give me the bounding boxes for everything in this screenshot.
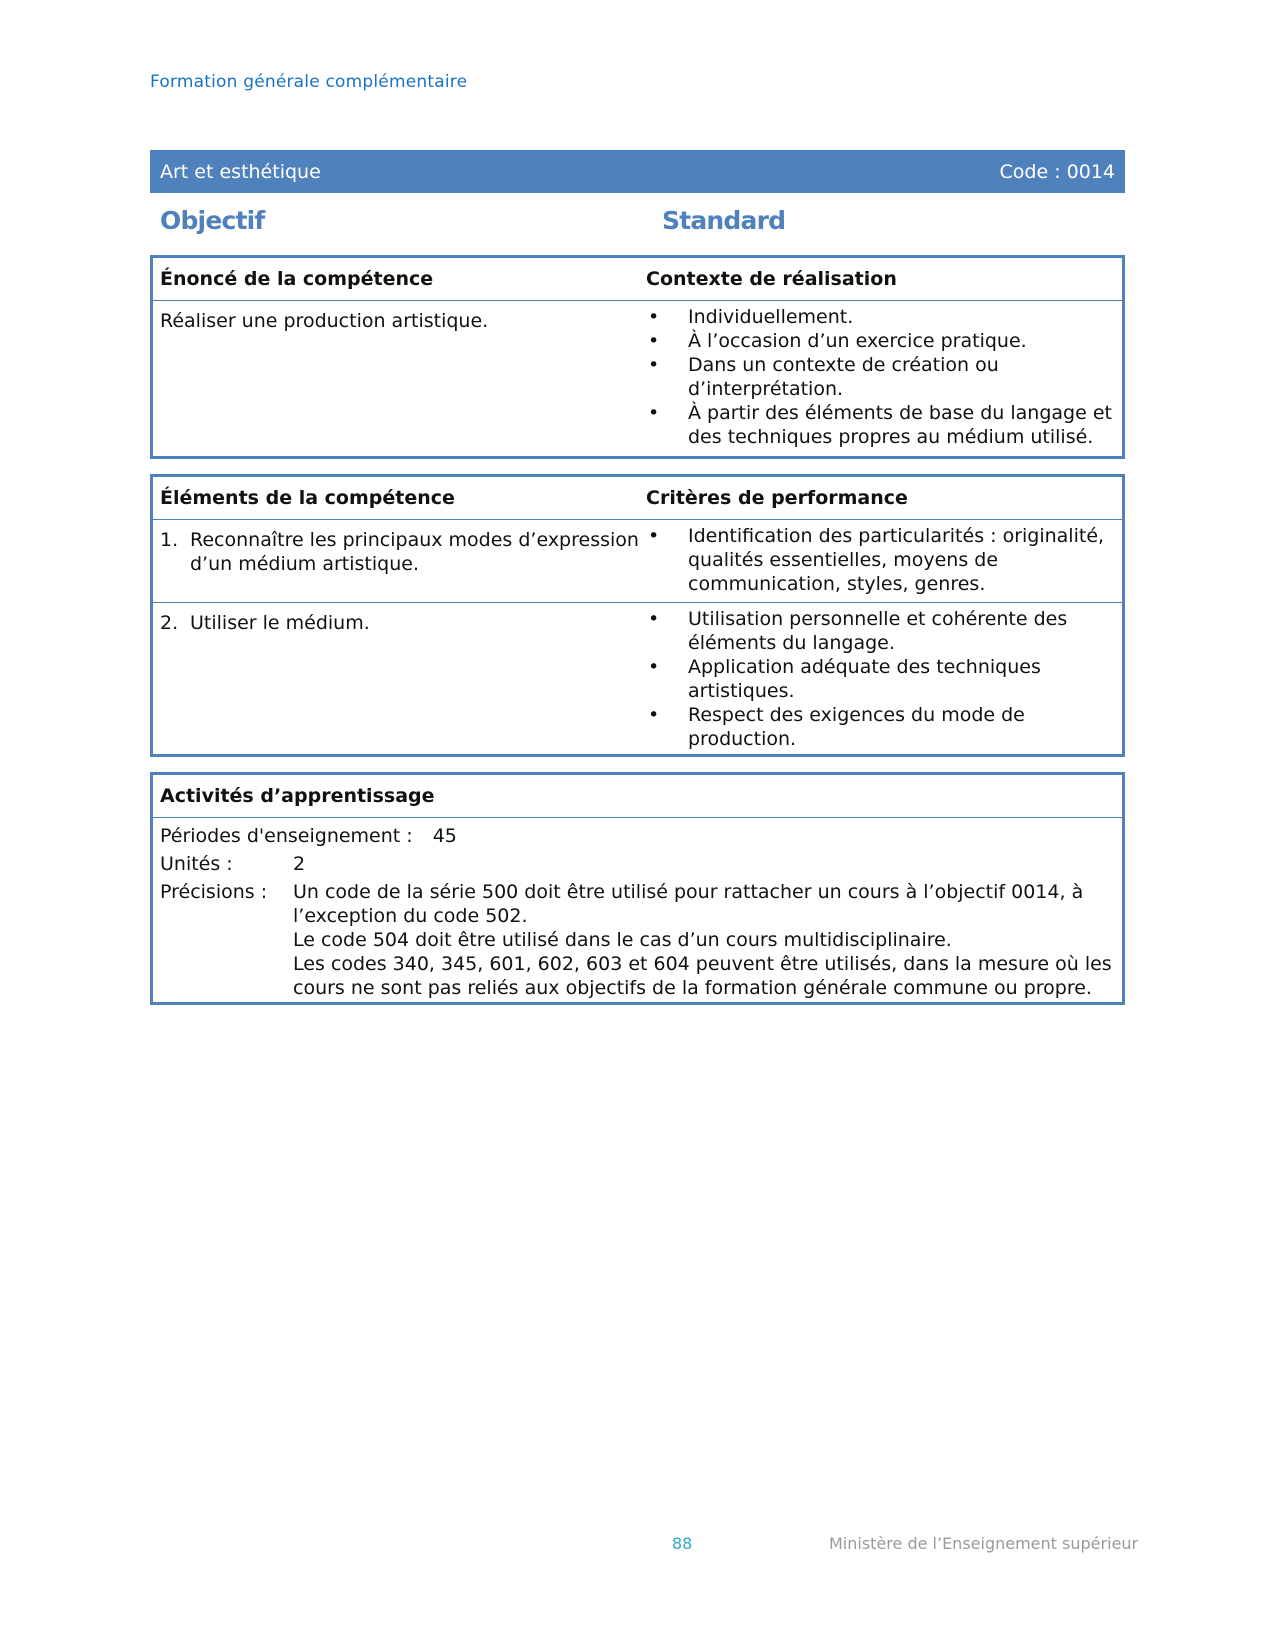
- table-row: [153, 602, 1122, 755]
- context-list: [643, 305, 1122, 449]
- list-item: • Respect des exigences du mode de production.: [643, 703, 1122, 751]
- criteria-list: [643, 607, 1122, 751]
- element-item: 2. Utiliser le médium.: [160, 612, 370, 634]
- table-header: [153, 477, 1122, 520]
- precision-text: Le code 504 doit être utilisé dans le cas d’un cours multidisciplinaire.: [293, 929, 952, 951]
- footer-organization: Ministère de l’Enseignement supérieur: [829, 1534, 1139, 1553]
- periods-value: 45: [432, 825, 457, 847]
- units-line: [160, 852, 1112, 876]
- running-head: Formation générale complémentaire: [150, 72, 468, 92]
- standard-heading: Standard: [662, 206, 786, 235]
- table-header: [153, 775, 1122, 818]
- list-item: • À l’occasion d’un exercice pratique.: [643, 329, 1122, 353]
- list-item: • Application adéquate des techniques artistiques.: [643, 655, 1122, 703]
- units-value: 2: [293, 853, 306, 875]
- objective-title: Art et esthétique: [160, 160, 321, 183]
- objectif-heading: Objectif: [160, 206, 265, 235]
- objective-code: Code : 0014: [999, 160, 1115, 183]
- competence-statement: Réaliser une production artistique.: [160, 310, 489, 332]
- table-row: [153, 301, 1122, 457]
- page-number: 88: [672, 1534, 693, 1553]
- activities-header: Activités d’apprentissage: [160, 785, 435, 807]
- criteria-header: Critères de performance: [646, 487, 908, 509]
- list-item: • Utilisation personnelle et cohérente des éléments du langage.: [643, 607, 1122, 655]
- table-row: [153, 520, 1122, 602]
- precision-text: Un code de la série 500 doit être utilisé pour rattacher un cours à l’objectif 0014, à l’exception du code 502.: [293, 881, 1084, 927]
- periods-line: [160, 824, 1112, 848]
- table-header: [153, 258, 1122, 301]
- column-headings: [150, 206, 1125, 242]
- list-item: • À partir des éléments de base du langage et des techniques propres au médium utilisé.: [643, 401, 1122, 449]
- precision-text: Les codes 340, 345, 601, 602, 603 et 604 peuvent être utilisés, dans la mesure où les cours ne sont pas reliés aux objectifs de la formation générale commune ou propre.: [293, 953, 1112, 999]
- activities-body: [153, 818, 1122, 1000]
- elements-table: [150, 474, 1125, 757]
- criteria-list: [643, 524, 1122, 596]
- activities-table: [150, 772, 1125, 1005]
- title-bar: [150, 150, 1125, 193]
- statement-header: Énoncé de la compétence: [160, 268, 434, 290]
- units-label: Unités :: [160, 853, 233, 875]
- elements-header: Éléments de la compétence: [160, 487, 455, 509]
- competence-table: [150, 255, 1125, 459]
- precisions-label: Précisions :: [160, 881, 268, 903]
- list-item: • Dans un contexte de création ou d’interprétation.: [643, 353, 1122, 401]
- list-item: • Identification des particularités : originalité, qualités essentielles, moyens de communication, styles, genres.: [643, 524, 1122, 596]
- precisions-line: [160, 880, 1112, 1000]
- context-header: Contexte de réalisation: [646, 268, 897, 290]
- element-item: 1. Reconnaître les principaux modes d’expression d’un médium artistique.: [160, 529, 639, 575]
- periods-label: Périodes d'enseignement :: [160, 825, 413, 847]
- list-item: • Individuellement.: [643, 305, 1122, 329]
